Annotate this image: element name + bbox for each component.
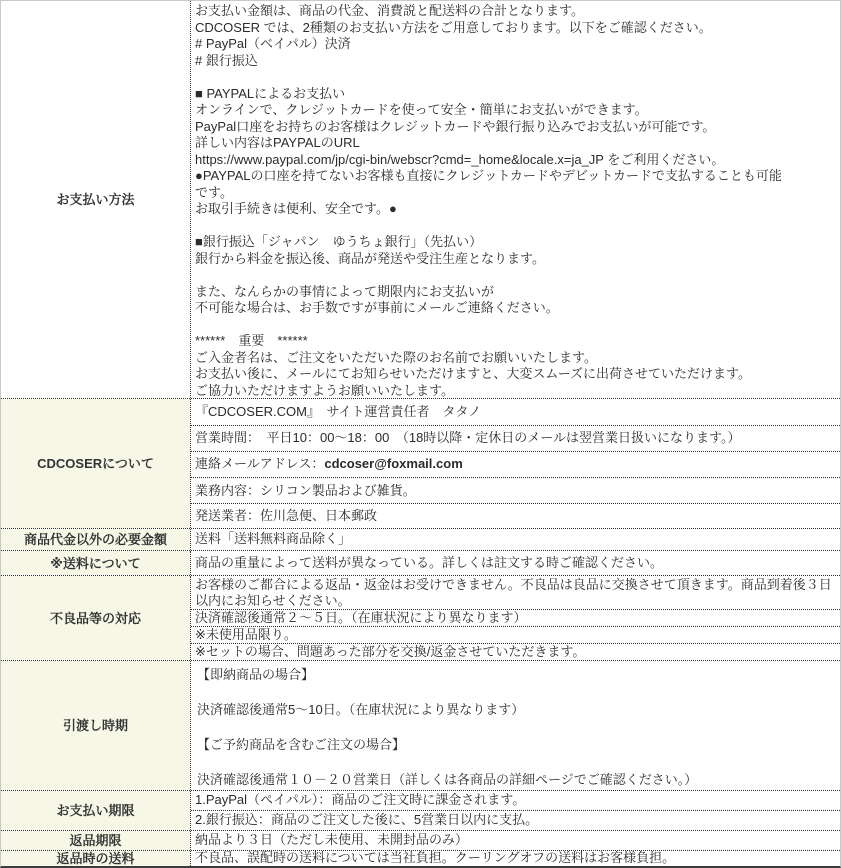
- shipping-carriers: 発送業者：佐川急便、日本郵政: [191, 503, 840, 528]
- row-label-delivery-time: 引渡し時期: [1, 661, 191, 790]
- row-label-shipping-note: ※送料について: [1, 551, 191, 575]
- row-label-payment-method: お支払い方法: [1, 1, 191, 398]
- row-defective-items: [1, 575, 840, 660]
- row-payment-method: [1, 1, 840, 398]
- row-shipping-note: [1, 550, 840, 575]
- set-exchange-note: ※セットの場合、問題あった部分を交換/返金させていただきます。: [191, 643, 840, 660]
- row-label-payment-deadline: お支払い期限: [1, 791, 191, 830]
- unused-only-note: ※未使用品限り。: [191, 626, 840, 643]
- row-return-deadline: [1, 830, 840, 850]
- payment-method-details: お支払い金額は、商品の代金、消費説と配送料の合計となります。 CDCOSER では、2種類のお支払い方法をご用意しております。以下をご確認ください。 # PayPal（ベイパル）決済 # 銀行振込 ■ PAYPALによるお支払い オンラインで、クレジットカードを使って安全・簡単にお支払いができます。 PayPal口座をお持ちのお客様はクレジットカードや銀行振り込みでお支払いが可能です。 詳しい内容はPAYPALのURL https://www.paypal.com/jp/cgi-bin/webscr?cmd=_home&locale.x=ja_JP をご利用ください。 ●PAYPALの口座を持てないお客様も直接にクレジットカードやデビットカードで支払することも可能 です。 お取引手続きは便利、安全です。● ■銀行振込「ジャパン ゆうちょ銀行」（先払い） 銀行から料金を振込後、商品が発送や受注生産となります。 また、なんらかの事情によって期限内にお支払いが 不可能な場合は、お手数ですが事前にメールご連絡ください。 ****** 重要 ****** ご入金者名は、ご注文をいただいた際のお名前でお願いいたします。 お支払い後に、メールにてお知らせいただけますと、大変スムーズに出荷させていただけます。 ご協力いただけますようお願いいたします。: [195, 3, 782, 398]
- contact-email: [191, 451, 840, 478]
- row-label-extra-fees: 商品代金以外の必要金額: [1, 529, 191, 550]
- business-hours: 営業時間： 平日10：00～18：00 （18時以降・定休日のメールは翌営業日扱いになります。）: [191, 425, 840, 451]
- paypal-deadline: 1.PayPal（ペイパル）：商品のご注文時に課金されます。: [195, 792, 526, 808]
- processing-time: 決済確認後通常２～５日。（在庫状況により異なります）: [191, 609, 840, 627]
- shipping-fee: 送料「送料無料商品除く」: [195, 531, 352, 547]
- row-extra-fees: [1, 528, 840, 550]
- row-label-about-cdcoser: CDCOSERについて: [1, 399, 191, 528]
- row-return-shipping: [1, 850, 840, 866]
- contact-email-address: cdcoser@foxmail.com: [324, 456, 463, 472]
- row-about-cdcoser: [1, 398, 840, 528]
- defective-policy: お客様のご都合による返品・返金はお受けできません。不良品は良品に交換させて頂きます。商品到着後３日以内にお知らせください。: [195, 577, 832, 608]
- return-shipping-text: 不良品、誤配時の送料については当社負担。クーリングオフの送料はお客様負担。: [195, 851, 676, 866]
- row-label-return-deadline: 返品期限: [1, 831, 191, 850]
- row-label-return-shipping: 返品時の送料: [1, 851, 191, 866]
- row-delivery-time: [1, 660, 840, 790]
- site-operator: 『CDCOSER.COM』 サイト運営責任者 タタノ: [195, 403, 482, 419]
- return-deadline-text: 納品より３日（ただし未使用、未開封品のみ）: [195, 832, 469, 848]
- delivery-schedule: 【即納商品の場合】 決済確認後通常5～10日。（在庫状況により異なります） 【ご予約商品を含むご注文の場合】 決済確認後通常１０－２０営業日（詳しくは各商品の詳細ページでご確認ください。）: [197, 667, 698, 787]
- shipping-fee-note: 商品の重量によって送料が異なっている。詳しくは註文する時ご確認ください。: [195, 554, 664, 570]
- row-payment-deadline: [1, 790, 840, 830]
- business-content: 業務内容：シリコン製品および雑貨。: [191, 477, 840, 503]
- row-label-defective-items: 不良品等の対応: [1, 576, 191, 660]
- contact-email-label: 連絡メールアドレス：: [195, 456, 325, 472]
- bank-transfer-deadline: 2.銀行振込：商品のご注文した後に、5営業日以内に支払。: [191, 810, 840, 830]
